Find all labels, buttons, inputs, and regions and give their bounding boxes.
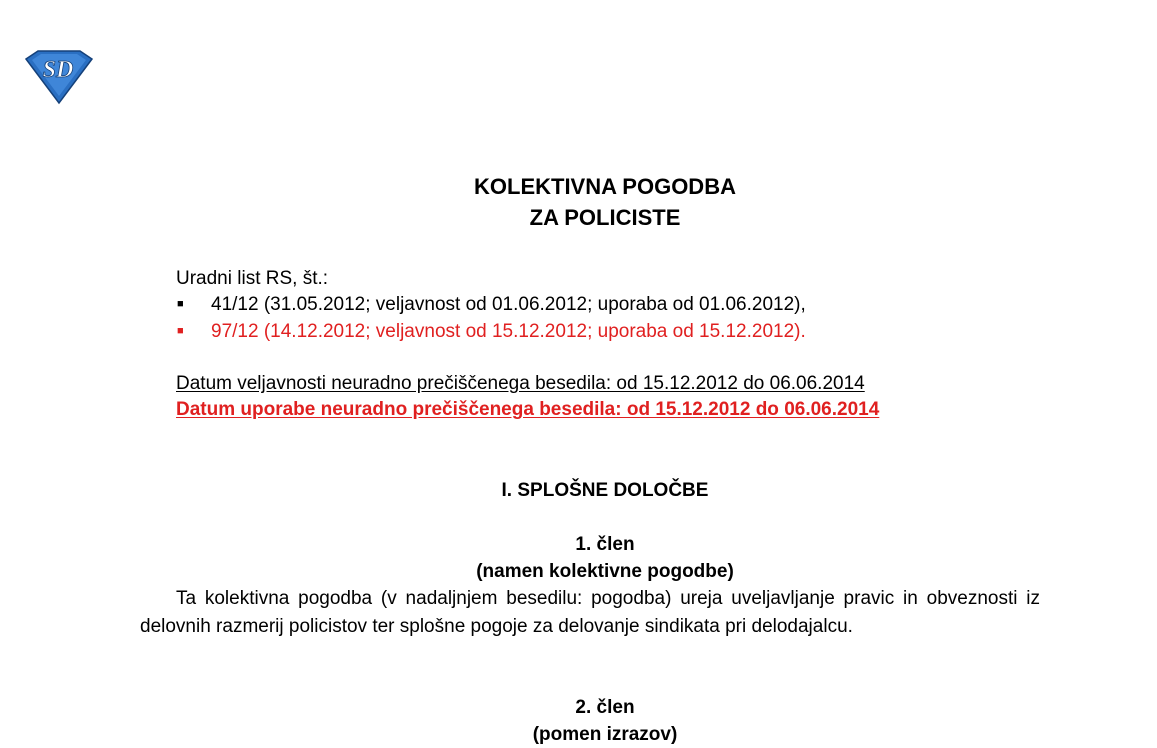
article-subtitle: (namen kolektivne pogodbe) — [476, 561, 734, 582]
sindikat-logo — [22, 49, 96, 105]
article-number: 1. člen — [575, 534, 635, 555]
section-heading: I. SPLOŠNE DOLOČBE — [501, 480, 709, 501]
gazette-label: Uradni list RS, št.: — [176, 268, 329, 289]
logo-lettering: SD — [42, 57, 74, 83]
article-number: 2. člen — [575, 697, 635, 718]
bullet-icon: ■ — [177, 325, 184, 337]
document-title-line1: KOLEKTIVNA POGODBA — [474, 174, 736, 199]
validity-date: Datum veljavnosti neuradno prečiščenega besedila: od 15.12.2012 do 06.06.2014 — [176, 373, 865, 394]
bullet-icon: ■ — [177, 298, 184, 310]
usage-date: Datum uporabe neuradno prečiščenega besedila: od 15.12.2012 do 06.06.2014 — [176, 399, 880, 420]
gazette-item: 41/12 (31.05.2012; veljavnost od 01.06.2012; uporaba od 01.06.2012), — [211, 294, 806, 315]
gazette-item: 97/12 (14.12.2012; veljavnost od 15.12.2012; uporaba od 15.12.2012). — [211, 321, 806, 342]
document-title-line2: ZA POLICISTE — [529, 205, 681, 230]
article-subtitle: (pomen izrazov) — [532, 724, 678, 745]
article-text: Ta kolektivna pogodba (v nadaljnjem besedilu: pogodba) ureja uveljavljanje pravic in obveznosti iz delovnih razmerij policistov ter splošne pogoje za delovanje sindikata pri delodajalcu. — [140, 588, 1040, 637]
article-paragraph — [140, 585, 1040, 641]
